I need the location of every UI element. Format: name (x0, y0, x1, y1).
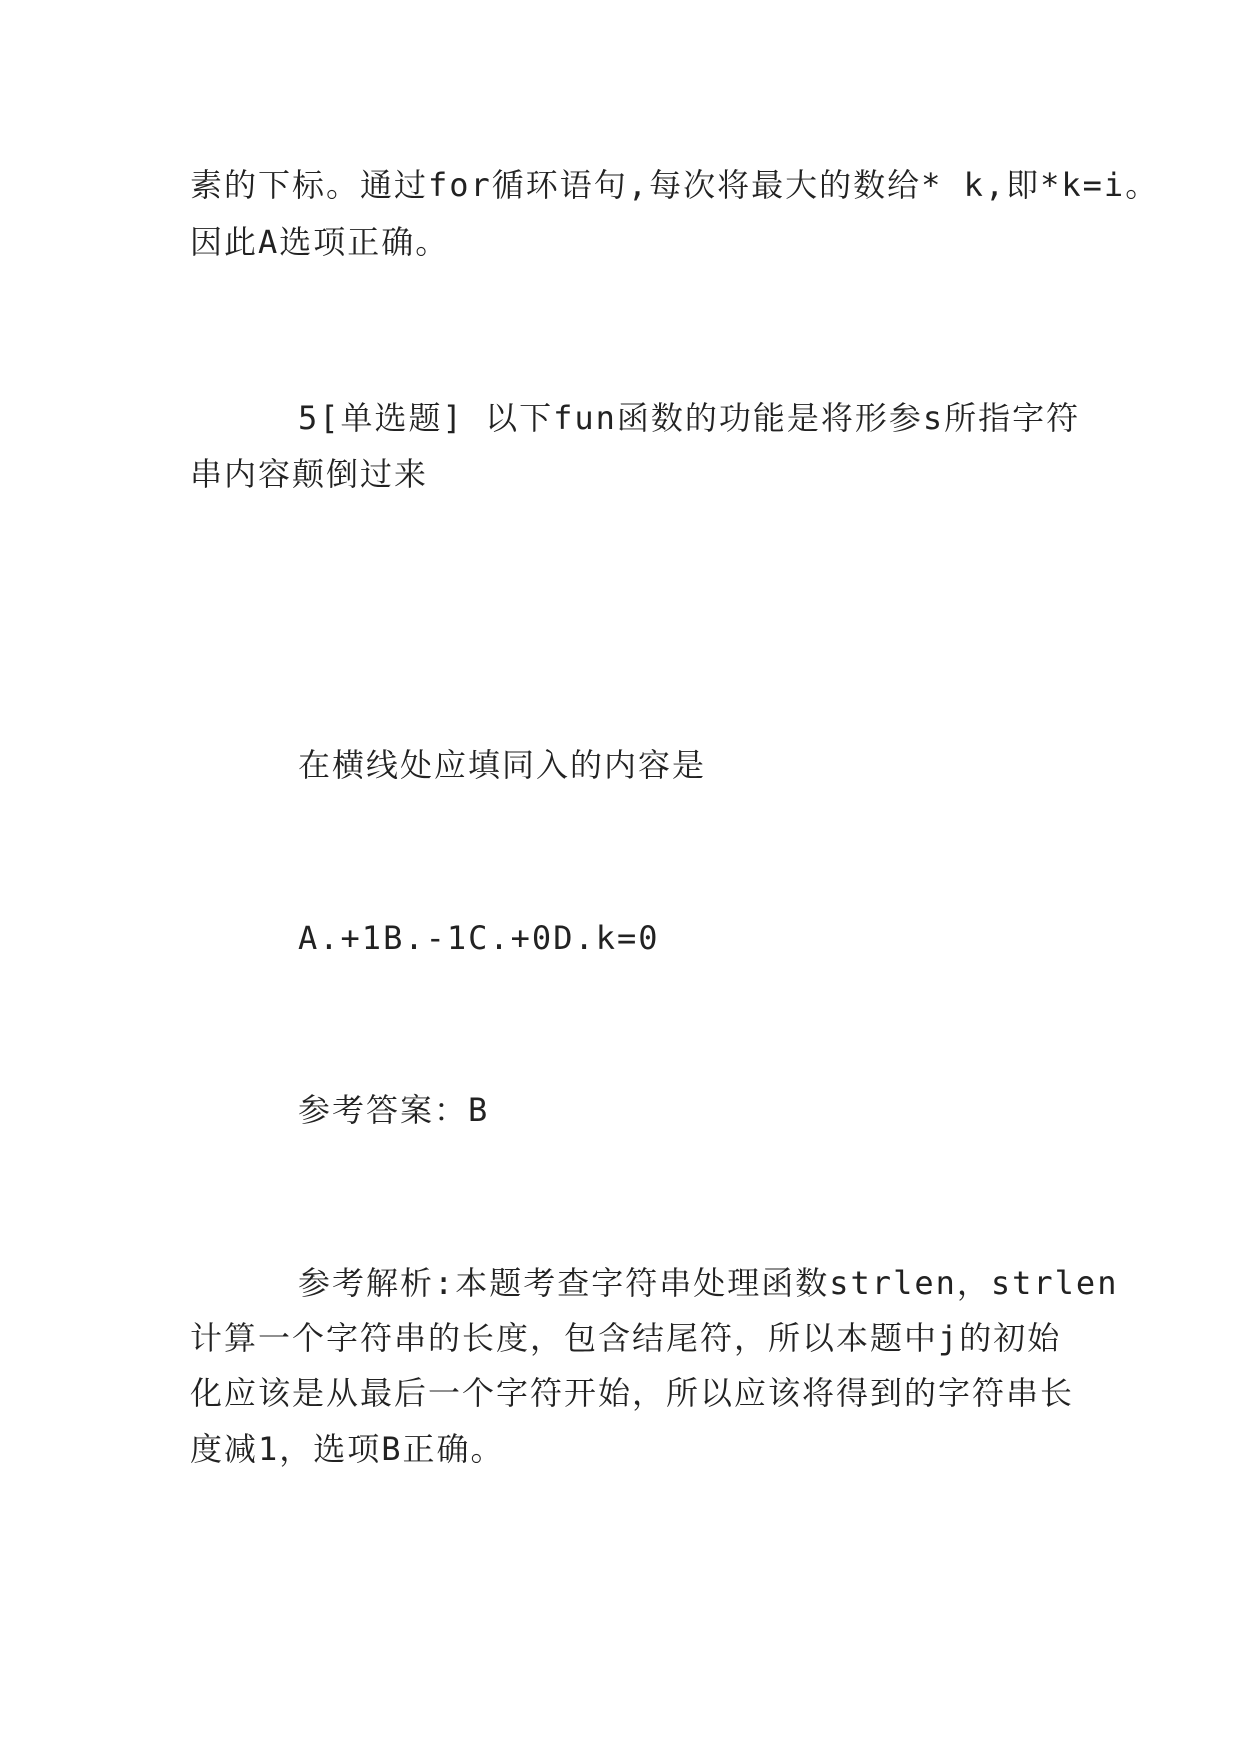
question-prompt: 在横线处应填同入的内容是 (298, 746, 707, 784)
reference-answer: 参考答案：B (298, 1091, 490, 1129)
analysis-line-2: 计算一个字符串的长度，包含结尾符，所以本题中j的初始 (190, 1319, 1062, 1357)
analysis-line-4: 度减1，选项B正确。 (190, 1430, 505, 1468)
question-stem-line-1: 5[单选题] 以下fun函数的功能是将形参s所指字符 (298, 399, 1081, 437)
analysis-line-1: 参考解析:本题考查字符串处理函数strlen，strlen (298, 1264, 1119, 1302)
prev-explanation-line-1: 素的下标。通过for循环语句,每次将最大的数给* k,即*k=i。 (190, 166, 1160, 204)
question-stem-line-2: 串内容颠倒过来 (190, 455, 429, 493)
prev-explanation-line-2: 因此A选项正确。 (190, 223, 450, 261)
analysis-line-3: 化应该是从最后一个字符开始，所以应该将得到的字符串长 (190, 1374, 1075, 1412)
answer-options: A.+1B.-1C.+0D.k=0 (298, 919, 660, 957)
